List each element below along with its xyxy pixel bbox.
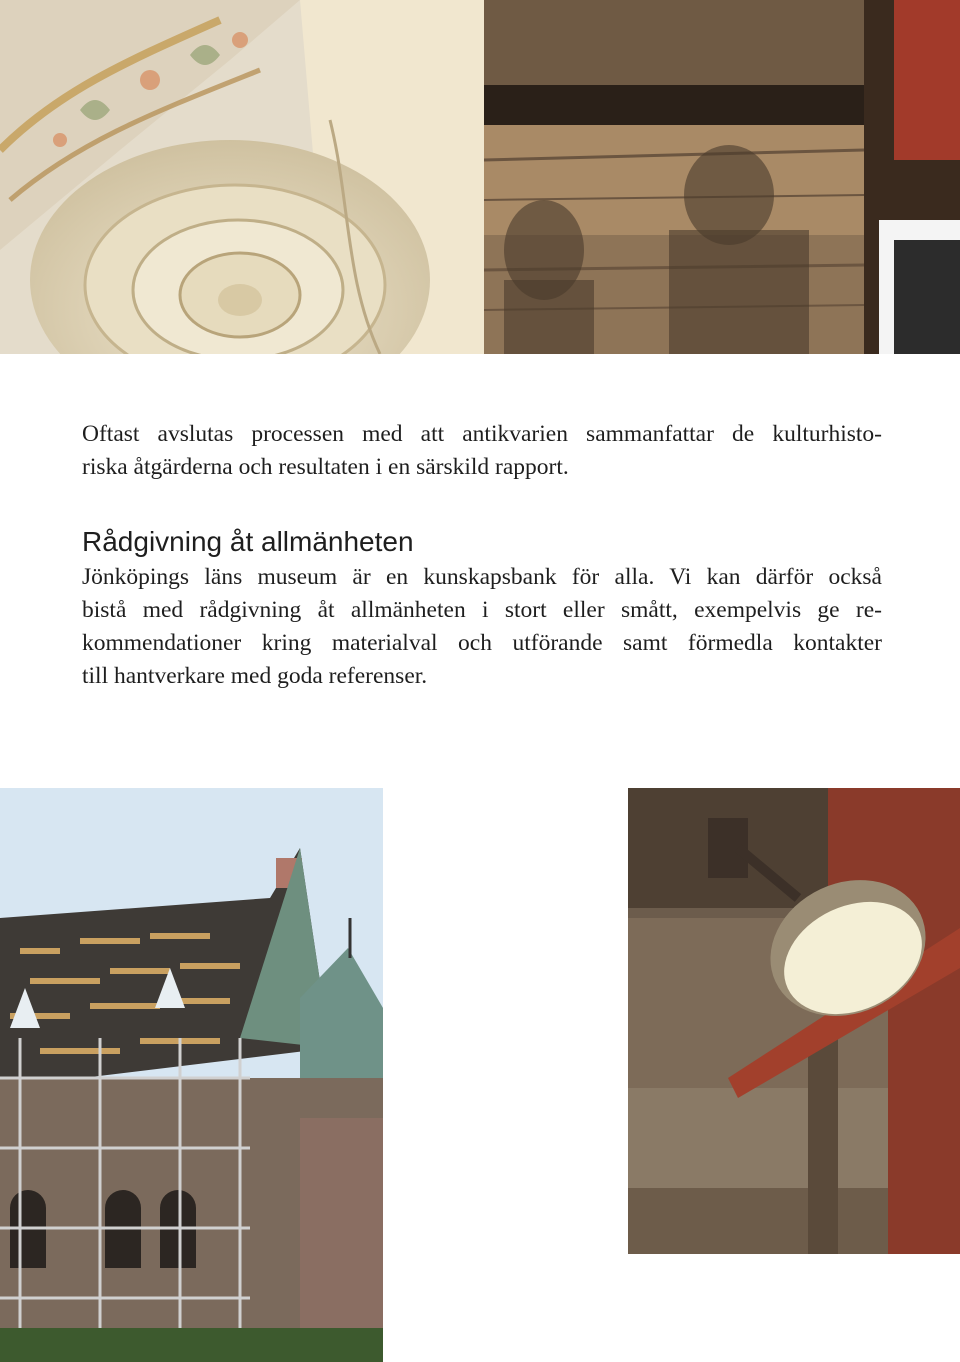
ornate-ceiling-rosette-photo [0, 0, 484, 354]
wall-lamp-photo [628, 788, 960, 1254]
section-heading: Rådgivning åt allmänheten [82, 526, 414, 557]
advice-line-2: bistå med rådgivning åt allmänheten i stort eller smått, exempelvis ge re- [82, 597, 882, 623]
advice-line-1: Jönköpings läns museum är en kunskapsbank för alla. Vi kan därför också [82, 564, 882, 590]
church-roof-scaffolding-photo [0, 788, 383, 1362]
intro-line-2: riska åtgärderna och resultaten i en särskild rapport. [82, 454, 569, 480]
weathered-log-wall-photo [484, 0, 960, 354]
advice-line-3: kommendationer kring materialval och utförande samt förmedla kontakter [82, 630, 882, 656]
advice-paragraph [82, 561, 882, 693]
advice-line-4: till hantverkare med goda referenser. [82, 663, 428, 689]
intro-line-1: Oftast avslutas processen med att antikvarien sammanfattar de kulturhisto- [82, 421, 882, 447]
intro-paragraph [82, 418, 882, 484]
